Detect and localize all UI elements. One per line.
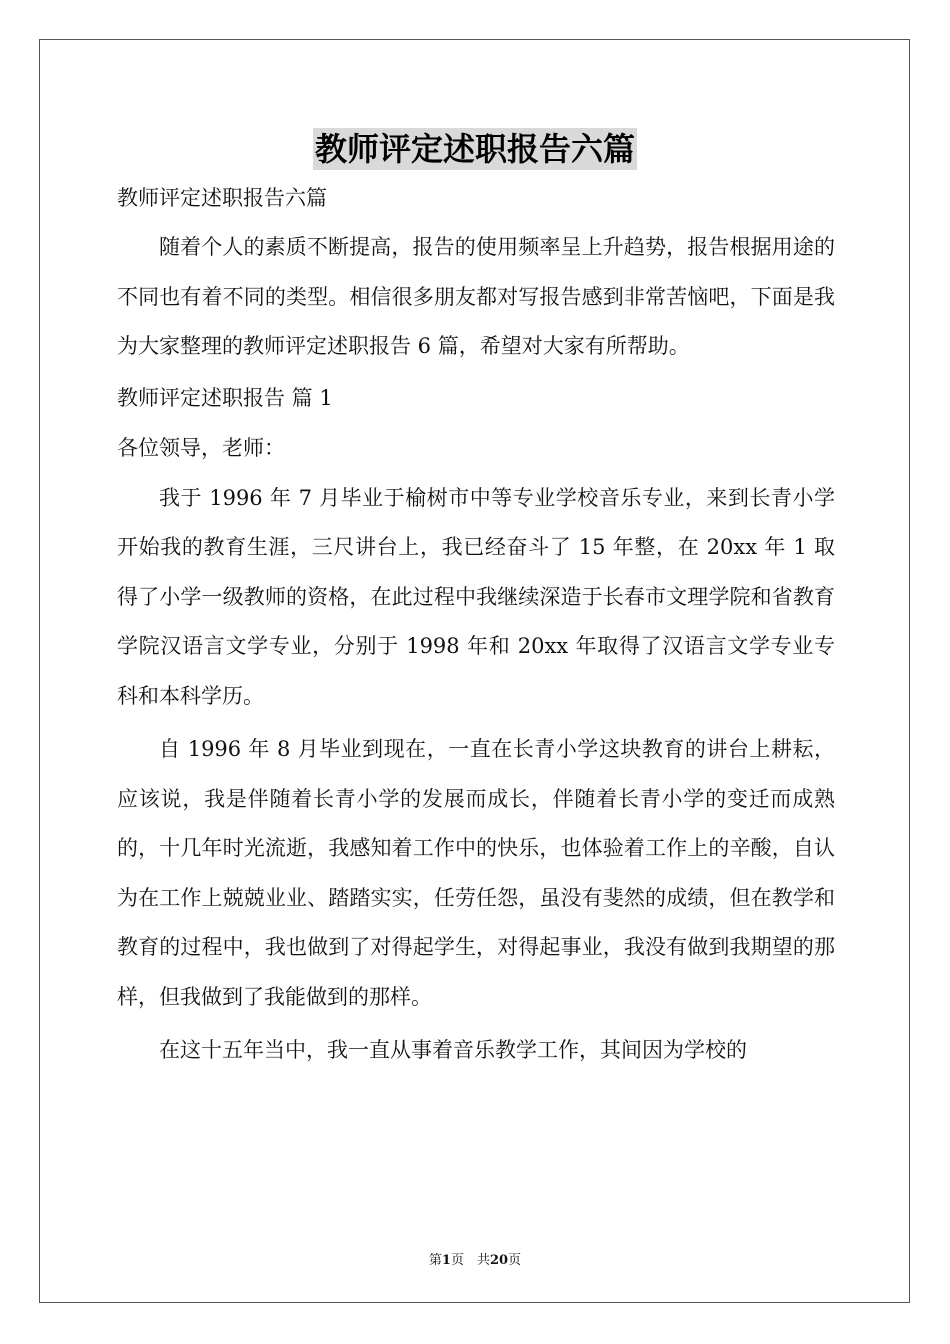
salutation: 各位领导，老师： bbox=[117, 435, 285, 460]
document-subtitle: 教师评定述职报告六篇 bbox=[117, 186, 327, 210]
title-container bbox=[0, 128, 950, 170]
footer-page-prefix: 第 bbox=[428, 1253, 442, 1268]
footer-page-mid: 页 共 bbox=[450, 1253, 490, 1268]
body-paragraph-2: 自 1996 年 8 月毕业到现在，一直在长青小学这块教育的讲台上耕耘，应该说，我是伴随着长青小学的发展而成长，伴随着长青小学的变迁而成熟的，十几年时光流逝，我感知着工作中的快乐，也体验着工作上的辛酸，自认为在工作上兢兢业业、踏踏实实，任劳任怨，虽没有斐然的成绩，但在教学和教育的过程中，我也做到了对得起学生，对得起事业，我没有做到我期望的那样，但我做到了我能做到的那样。 bbox=[117, 737, 835, 1009]
intro-paragraph: 随着个人的素质不断提高，报告的使用频率呈上升趋势，报告根据用途的不同也有着不同的类型。相信很多朋友都对写报告感到非常苦恼吧，下面是我为大家整理的教师评定述职报告 6 篇，希望对大家有所帮助。 bbox=[117, 235, 835, 358]
body-paragraph-1: 我于 1996 年 7 月毕业于榆树市中等专业学校音乐专业，来到长青小学开始我的教育生涯，三尺讲台上，我已经奋斗了 15 年整，在 20xx 年 1 取得了小学一级教师的资格，在此过程中我继续深造于长春市文理学院和省教育学院汉语言文学专业，分别于 1998 年和 20xx 年取得了汉语言文学专业专科和本科学历。 bbox=[117, 485, 835, 708]
page-footer bbox=[0, 1249, 950, 1268]
body-paragraph-3: 在这十五年当中，我一直从事着音乐教学工作，其间因为学校的 bbox=[159, 1038, 747, 1062]
footer-page-suffix: 页 bbox=[508, 1253, 522, 1268]
document-body bbox=[117, 182, 835, 1076]
document-title: 教师评定述职报告六篇 bbox=[314, 130, 635, 168]
footer-page-current: 1 bbox=[441, 1253, 451, 1268]
footer-page-total: 20 bbox=[489, 1253, 509, 1268]
section-heading: 教师评定述职报告 篇 1 bbox=[117, 385, 333, 410]
